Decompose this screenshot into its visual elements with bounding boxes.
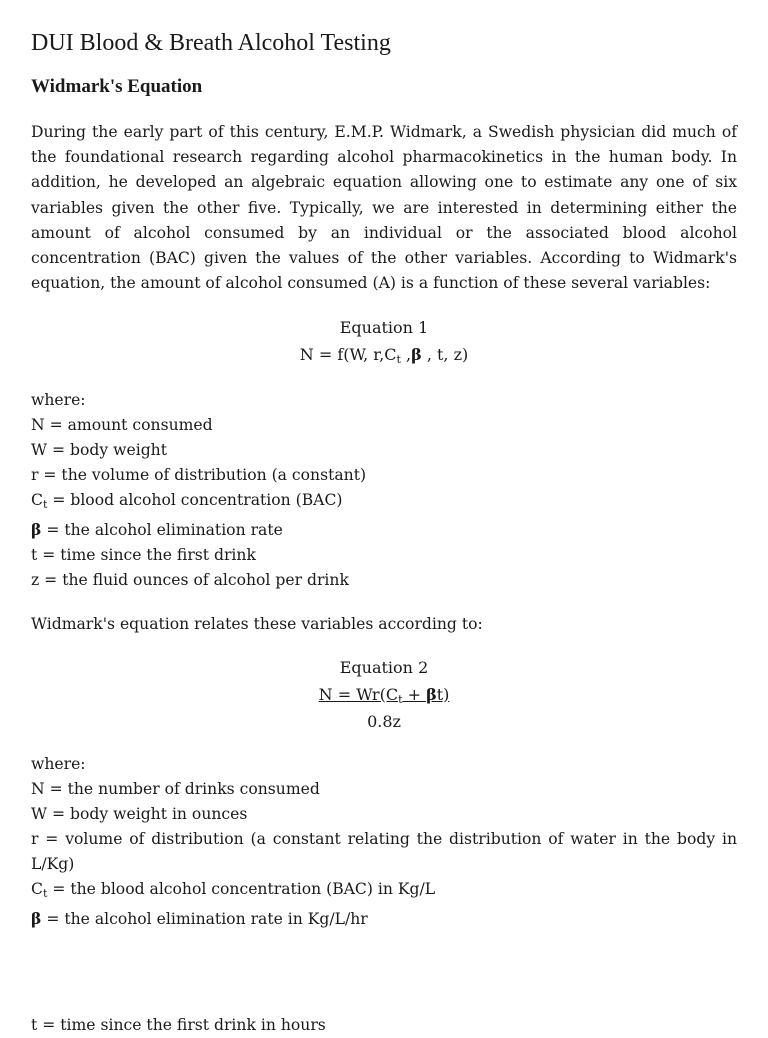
eq1-sub: t: [396, 353, 401, 366]
var-w: W = body weight: [31, 441, 167, 459]
var2-c-text: = the blood alcohol concentration (BAC) in Kg/L: [47, 880, 436, 898]
var-c-symbol: C: [31, 491, 43, 509]
cut-off-line: t = time since the first drink in hours: [31, 1016, 326, 1034]
var-beta: [31, 517, 737, 543]
var-c: [31, 488, 737, 513]
var-beta-symbol: β: [31, 520, 42, 539]
var2-beta: [31, 906, 737, 932]
page-title: DUI Blood & Breath Alcohol Testing: [31, 30, 391, 56]
var-z: z = the fluid ounces of alcohol per drink: [31, 571, 349, 589]
eq2-num-b: +: [402, 685, 427, 704]
var-n: N = amount consumed: [31, 416, 213, 434]
var2-c-symbol: C: [31, 880, 43, 898]
eq2-num-c: t): [436, 685, 450, 704]
eq1-rest: , t, z): [421, 345, 469, 364]
equation-1-formula: [0, 341, 768, 368]
where-label: where:: [31, 391, 86, 409]
equation-2: [0, 654, 768, 735]
var-r: r = the volume of distribution (a constant): [31, 466, 367, 484]
equation-1-label: Equation 1: [339, 318, 429, 337]
var-c-sub: t: [42, 498, 48, 511]
intro-paragraph: During the early part of this century, E.M.P. Widmark, a Swedish physician did much of the foundational research regarding alcohol pharmacokinetics in the human body. In addition, he developed an algebraic equation allowing one to estimate any one of six variables given the other five. Typically, we are interested in determining either the amount of alcohol consumed by an individual or the associated blood alcohol concentration (BAC) given the values of the other variables. According to Widmark's equation, the amount of alcohol consumed (A) is a function of these several variables:: [31, 123, 737, 293]
eq1-lhs: N = f(W, r,C: [299, 345, 397, 364]
equation-2-numerator: [0, 681, 768, 708]
equation-1: [0, 314, 768, 368]
var2-beta-text: = the alcohol elimination rate in Kg/L/hr: [41, 910, 368, 928]
var2-beta-symbol: β: [31, 909, 42, 928]
eq1-beta: β: [411, 345, 422, 364]
eq2-num-a: N = Wr(C: [318, 685, 399, 704]
eq1-sep: ,: [400, 345, 412, 364]
equation-2-denominator: 0.8z: [367, 712, 401, 731]
var-t: t = time since the first drink: [31, 546, 256, 564]
var2-n: N = the number of drinks consumed: [31, 780, 320, 798]
where-label-2: where:: [31, 755, 86, 773]
var2-w: W = body weight in ounces: [31, 805, 248, 823]
var2-c-sub: t: [42, 887, 48, 900]
eq2-num-sub: t: [398, 693, 403, 706]
var2-c: [31, 877, 737, 902]
relates-paragraph: Widmark's equation relates these variables according to:: [31, 615, 483, 633]
equation-2-label: Equation 2: [339, 658, 429, 677]
var-beta-text: = the alcohol elimination rate: [41, 521, 283, 539]
variable-list-1: [31, 388, 737, 593]
variable-list-2: [31, 752, 737, 932]
var-c-text: = blood alcohol concentration (BAC): [47, 491, 343, 509]
section-heading: Widmark's Equation: [31, 76, 203, 97]
eq2-num-beta: β: [426, 685, 437, 704]
var2-r: r = volume of distribution (a constant relating the distribution of water in the body in L/Kg): [31, 830, 737, 873]
